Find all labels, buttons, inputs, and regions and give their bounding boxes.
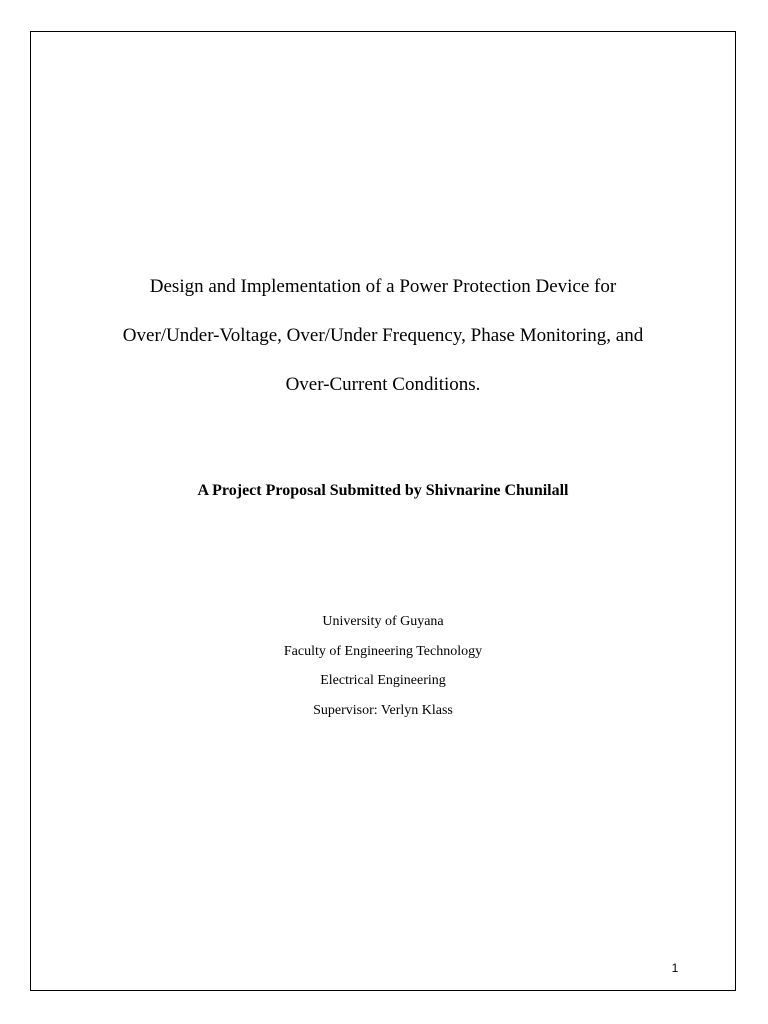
faculty-name: Faculty of Engineering Technology <box>283 643 483 659</box>
page-border <box>30 31 736 991</box>
page-number: 1 <box>671 961 679 975</box>
title-line-2: Over/Under-Voltage, Over/Under Frequency, Phase Monitoring, and <box>122 325 644 346</box>
title-line-1: Design and Implementation of a Power Protection Device for <box>149 276 617 297</box>
proposal-subtitle: A Project Proposal Submitted by Shivnarine Chunilall <box>197 482 569 499</box>
university-name: University of Guyana <box>322 614 444 629</box>
affiliation-block <box>30 607 736 725</box>
department-name: Electrical Engineering <box>320 673 446 688</box>
document-title <box>30 262 736 409</box>
supervisor-name: Supervisor: Verlyn Klass <box>313 702 453 718</box>
title-line-3: Over-Current Conditions. <box>285 374 481 395</box>
